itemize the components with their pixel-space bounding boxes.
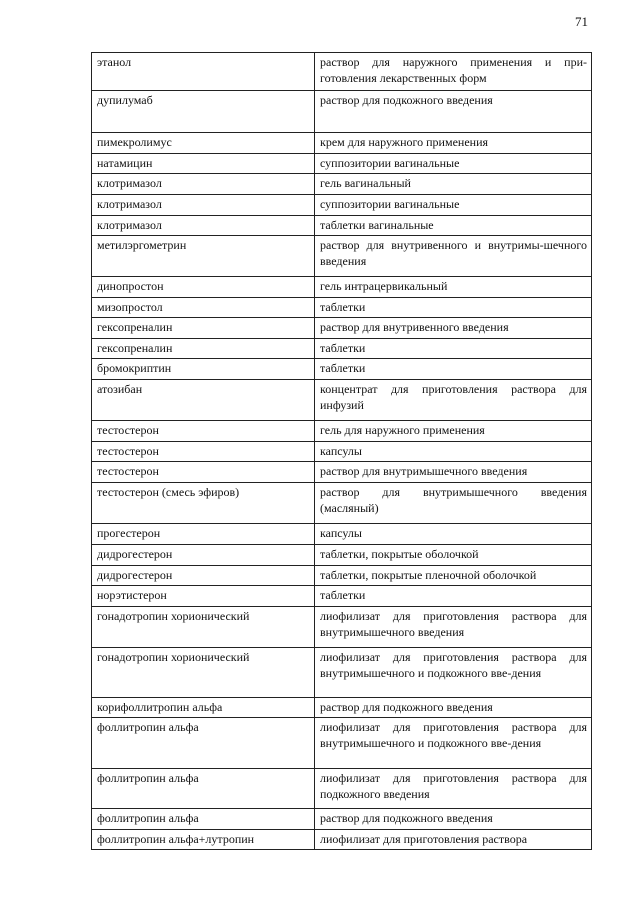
drug-name-cell: гонадотропин хорионический bbox=[92, 648, 315, 698]
drug-name-cell: метилэргометрин bbox=[92, 236, 315, 277]
table-row bbox=[92, 566, 592, 586]
drug-name-cell: натамицин bbox=[92, 154, 315, 174]
table-row bbox=[92, 769, 592, 809]
table-row bbox=[92, 483, 592, 524]
table-row bbox=[92, 586, 592, 607]
dosage-form-cell: таблетки bbox=[315, 339, 592, 359]
dosage-form-cell: концентрат для приготовления раствора для инфузий bbox=[315, 380, 592, 421]
dosage-form-cell: крем для наружного применения bbox=[315, 133, 592, 154]
table-row bbox=[92, 133, 592, 154]
dosage-form-cell: лиофилизат для приготовления раствора bbox=[315, 830, 592, 850]
drug-name-cell: гонадотропин хорионический bbox=[92, 607, 315, 648]
table-row bbox=[92, 216, 592, 236]
dosage-form-cell: таблетки bbox=[315, 298, 592, 318]
dosage-form-cell: лиофилизат для приготовления раствора для внутримышечного и подкожного вве-дения bbox=[315, 648, 592, 698]
dosage-form-cell: суппозитории вагинальные bbox=[315, 195, 592, 216]
drug-name-cell: гексопреналин bbox=[92, 318, 315, 339]
dosage-form-cell: капсулы bbox=[315, 442, 592, 462]
table-row bbox=[92, 718, 592, 769]
dosage-form-cell: раствор для внутривенного введения bbox=[315, 318, 592, 339]
drug-name-cell: фоллитропин альфа bbox=[92, 718, 315, 769]
table-row bbox=[92, 698, 592, 718]
dosage-form-cell: гель для наружного применения bbox=[315, 421, 592, 442]
table-row bbox=[92, 53, 592, 91]
drug-name-cell: пимекролимус bbox=[92, 133, 315, 154]
table-row bbox=[92, 607, 592, 648]
drug-name-cell: корифоллитропин альфа bbox=[92, 698, 315, 718]
drug-name-cell: клотримазол bbox=[92, 174, 315, 195]
table-row bbox=[92, 277, 592, 298]
table-row bbox=[92, 195, 592, 216]
table-row bbox=[92, 298, 592, 318]
drug-name-cell: тестостерон (смесь эфиров) bbox=[92, 483, 315, 524]
drug-name-cell: гексопреналин bbox=[92, 339, 315, 359]
drug-name-cell: дупилумаб bbox=[92, 91, 315, 133]
drug-name-cell: динопростон bbox=[92, 277, 315, 298]
dosage-form-cell: раствор для подкожного введения bbox=[315, 698, 592, 718]
drug-name-cell: тестостерон bbox=[92, 462, 315, 483]
dosage-form-cell: гель вагинальный bbox=[315, 174, 592, 195]
drug-name-cell: атозибан bbox=[92, 380, 315, 421]
drug-name-cell: мизопростол bbox=[92, 298, 315, 318]
dosage-form-cell: таблетки bbox=[315, 586, 592, 607]
table-row bbox=[92, 648, 592, 698]
table-row bbox=[92, 809, 592, 830]
table-row bbox=[92, 462, 592, 483]
table-row bbox=[92, 421, 592, 442]
drug-name-cell: этанол bbox=[92, 53, 315, 91]
drug-table bbox=[91, 52, 592, 850]
table-row bbox=[92, 174, 592, 195]
drug-name-cell: тестостерон bbox=[92, 421, 315, 442]
table-row bbox=[92, 318, 592, 339]
dosage-form-cell: лиофилизат для приготовления раствора для подкожного введения bbox=[315, 769, 592, 809]
drug-name-cell: дидрогестерон bbox=[92, 545, 315, 566]
table-row bbox=[92, 545, 592, 566]
table-row bbox=[92, 154, 592, 174]
dosage-form-cell: раствор для подкожного введения bbox=[315, 809, 592, 830]
table-row bbox=[92, 359, 592, 380]
drug-name-cell: норэтистерон bbox=[92, 586, 315, 607]
drug-name-cell: фоллитропин альфа bbox=[92, 809, 315, 830]
dosage-form-cell: раствор для наружного применения и при-готовления лекарственных форм bbox=[315, 53, 592, 91]
drug-name-cell: тестостерон bbox=[92, 442, 315, 462]
drug-name-cell: фоллитропин альфа+лутропин bbox=[92, 830, 315, 850]
dosage-form-cell: раствор для внутривенного и внутримы-шечного введения bbox=[315, 236, 592, 277]
dosage-form-cell: суппозитории вагинальные bbox=[315, 154, 592, 174]
drug-name-cell: фоллитропин альфа bbox=[92, 769, 315, 809]
dosage-form-cell: лиофилизат для приготовления раствора для внутримышечного и подкожного вве-дения bbox=[315, 718, 592, 769]
drug-name-cell: прогестерон bbox=[92, 524, 315, 545]
drug-name-cell: дидрогестерон bbox=[92, 566, 315, 586]
dosage-form-cell: лиофилизат для приготовления раствора для внутримышечного введения bbox=[315, 607, 592, 648]
dosage-form-cell: таблетки, покрытые оболочкой bbox=[315, 545, 592, 566]
table-row bbox=[92, 236, 592, 277]
table-row bbox=[92, 830, 592, 850]
dosage-form-cell: раствор для внутримышечного введения (масляный) bbox=[315, 483, 592, 524]
table-row bbox=[92, 339, 592, 359]
drug-name-cell: клотримазол bbox=[92, 216, 315, 236]
table-row bbox=[92, 91, 592, 133]
dosage-form-cell: таблетки, покрытые пленочной оболочкой bbox=[315, 566, 592, 586]
table-row bbox=[92, 524, 592, 545]
table-row bbox=[92, 380, 592, 421]
table-row bbox=[92, 442, 592, 462]
dosage-form-cell: таблетки вагинальные bbox=[315, 216, 592, 236]
dosage-form-cell: капсулы bbox=[315, 524, 592, 545]
page-number: 71 bbox=[575, 14, 588, 29]
drug-name-cell: клотримазол bbox=[92, 195, 315, 216]
drug-name-cell: бромокриптин bbox=[92, 359, 315, 380]
dosage-form-cell: гель интрацервикальный bbox=[315, 277, 592, 298]
dosage-form-cell: раствор для внутримышечного введения bbox=[315, 462, 592, 483]
dosage-form-cell: раствор для подкожного введения bbox=[315, 91, 592, 133]
dosage-form-cell: таблетки bbox=[315, 359, 592, 380]
